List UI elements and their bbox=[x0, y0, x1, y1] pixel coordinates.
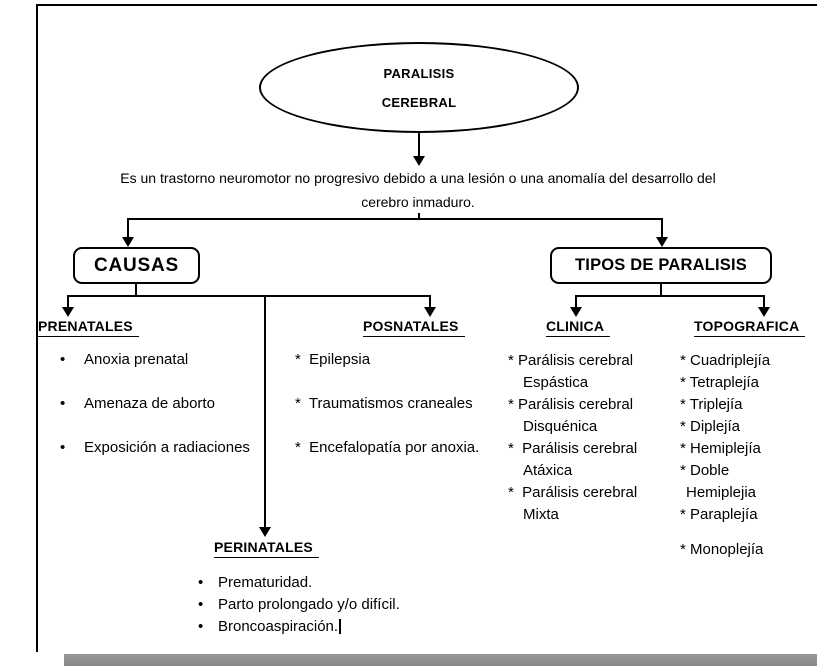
topografica-list bbox=[680, 350, 770, 561]
bullet-icon: • bbox=[198, 618, 204, 635]
posnatales-heading: POSNATALES bbox=[363, 318, 465, 337]
list-item-line1: * Parálisis cerebral bbox=[508, 440, 638, 457]
list-item: * Cuadriplejía bbox=[680, 352, 771, 369]
list-item-text: Prematuridad. bbox=[218, 574, 313, 591]
list-item: * Epilepsia bbox=[295, 351, 371, 368]
list-item-text: Parto prolongado y/o difícil. bbox=[218, 596, 400, 613]
list-item-line2: Mixta bbox=[523, 506, 559, 523]
list-item: Hemiplejia bbox=[686, 484, 757, 501]
tipos-node[interactable] bbox=[550, 247, 772, 284]
arrow-to-clinica bbox=[570, 296, 582, 317]
bullet-icon: • bbox=[198, 574, 204, 591]
clinica-list bbox=[508, 350, 637, 526]
perinatales-heading: PERINATALES bbox=[214, 539, 319, 558]
branch-tipos-split bbox=[575, 284, 765, 297]
definition-text bbox=[18, 166, 817, 214]
list-item: * Monoplejía bbox=[680, 541, 764, 558]
list-item: * Tetraplejía bbox=[680, 374, 759, 391]
bullet-icon: • bbox=[60, 439, 66, 456]
list-item: * Paraplejía bbox=[680, 506, 758, 523]
arrow-to-tipos bbox=[656, 218, 668, 247]
list-item bbox=[508, 438, 637, 482]
bullet-icon: • bbox=[60, 395, 66, 412]
topografica-heading: TOPOGRAFICA bbox=[694, 318, 805, 337]
list-item bbox=[60, 438, 250, 458]
prenatales-heading: PRENATALES bbox=[38, 318, 139, 337]
root-node-ellipse[interactable] bbox=[259, 42, 579, 133]
list-item bbox=[198, 573, 400, 593]
arrow-to-perinatales bbox=[259, 296, 271, 537]
arrow-to-prenatales bbox=[62, 296, 74, 317]
tipos-label: TIPOS DE PARALISIS bbox=[575, 256, 747, 274]
list-item bbox=[508, 482, 637, 526]
bullet-icon: • bbox=[60, 351, 66, 368]
list-item: * Doble bbox=[680, 462, 730, 479]
text-cursor bbox=[339, 619, 341, 634]
list-item bbox=[508, 394, 637, 438]
list-item-text: Broncoaspiración. bbox=[218, 618, 339, 635]
list-item bbox=[60, 394, 250, 414]
list-item-line1: * Parálisis cerebral bbox=[508, 352, 634, 369]
list-item-line1: * Parálisis cerebral bbox=[508, 484, 638, 501]
list-item: * Encefalopatía por anoxia. bbox=[295, 439, 480, 456]
horizontal-scrollbar[interactable] bbox=[64, 654, 817, 666]
list-item bbox=[508, 350, 637, 394]
list-item-text: Exposición a radiaciones bbox=[84, 439, 250, 456]
bullet-icon: • bbox=[198, 596, 204, 613]
list-item-text: Anoxia prenatal bbox=[84, 351, 189, 368]
list-item bbox=[198, 617, 400, 637]
branch-causas-split bbox=[67, 284, 431, 297]
arrow-to-posnatales bbox=[424, 296, 436, 317]
list-item bbox=[198, 595, 400, 615]
root-node-title-line2: CEREBRAL bbox=[381, 94, 457, 110]
prenatales-list bbox=[60, 350, 250, 482]
clinica-heading: CLINICA bbox=[546, 318, 610, 337]
list-item: * Diplejía bbox=[680, 418, 741, 435]
arrow-to-topografica bbox=[758, 296, 770, 317]
causas-node[interactable] bbox=[73, 247, 200, 284]
definition-line1: Es un trastorno neuromotor no progresivo debido a una lesión o una anomalía del desarrollo del bbox=[120, 170, 716, 186]
causas-label: CAUSAS bbox=[93, 254, 180, 276]
list-item-text: Amenaza de aborto bbox=[84, 395, 215, 412]
root-node-title-line1: PARALISIS bbox=[383, 65, 455, 81]
list-item: * Traumatismos craneales bbox=[295, 395, 473, 412]
perinatales-list bbox=[198, 573, 400, 639]
definition-line2: cerebro inmaduro. bbox=[361, 194, 475, 210]
list-item: * Triplejía bbox=[680, 396, 743, 413]
list-item-line2: Atáxica bbox=[523, 462, 573, 479]
arrow-root-to-definition bbox=[413, 133, 425, 166]
arrow-to-causas bbox=[122, 218, 134, 247]
list-item-line2: Espástica bbox=[523, 374, 589, 391]
list-item-line1: * Parálisis cerebral bbox=[508, 396, 634, 413]
list-item: * Hemiplejía bbox=[680, 440, 761, 457]
posnatales-list bbox=[295, 350, 479, 482]
list-item-line2: Disquénica bbox=[523, 418, 598, 435]
list-item bbox=[60, 350, 250, 370]
